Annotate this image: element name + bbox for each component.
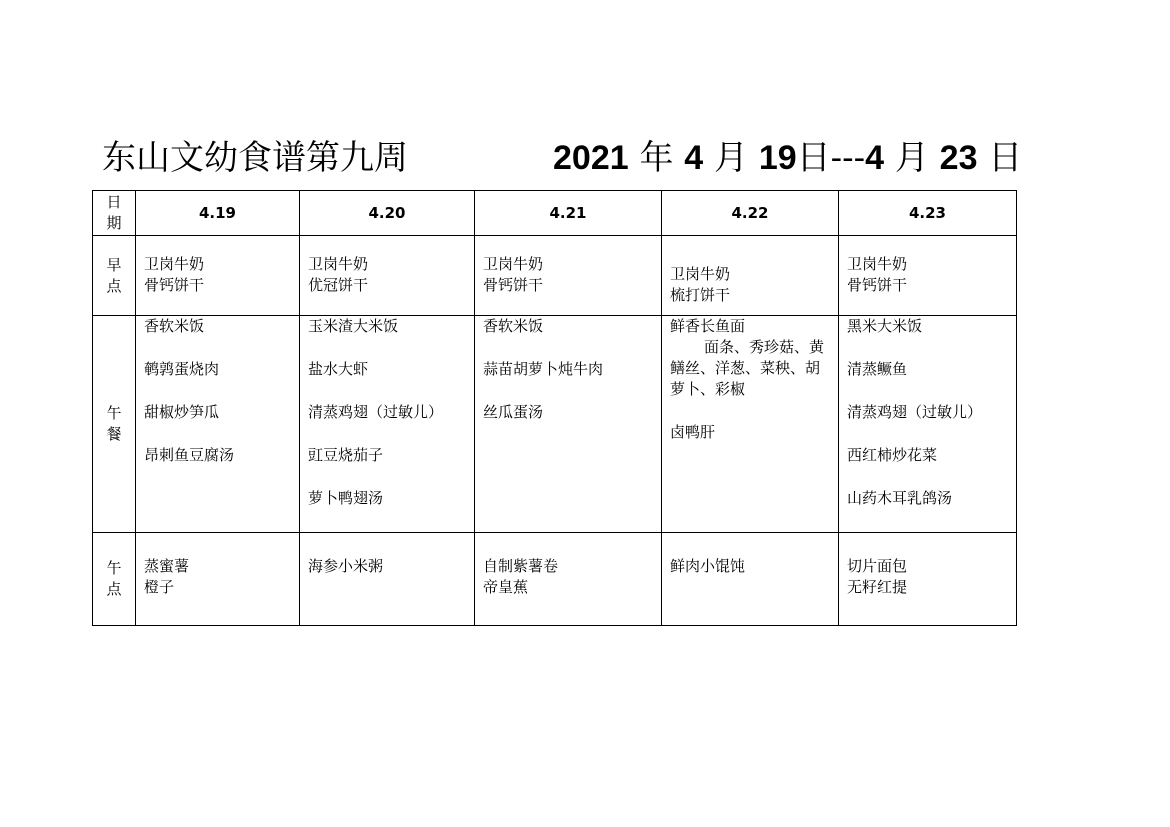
menu-item: 骨钙饼干 xyxy=(483,276,544,294)
menu-item: 清蒸鸡翅（过敏儿） xyxy=(847,403,983,421)
menu-item: 鲜香长鱼面 xyxy=(670,317,746,335)
breakfast-cell xyxy=(300,236,475,316)
lunch-cell xyxy=(300,316,475,533)
menu-item: 豇豆烧茄子 xyxy=(308,446,384,464)
date-part: 月 xyxy=(714,138,748,178)
lunch-cell xyxy=(475,316,662,533)
row-label-char: 午 xyxy=(106,404,122,422)
date-part: 19 xyxy=(758,139,797,177)
table-row-breakfast xyxy=(93,236,1017,316)
menu-item-detail: 面条、秀珍菇、黄 xyxy=(704,338,825,356)
menu-item: 蒸蜜薯 xyxy=(144,557,190,575)
menu-item: 卫岗牛奶 xyxy=(670,265,731,283)
date-part: 年 xyxy=(639,138,674,178)
date-part: 月 xyxy=(894,138,929,178)
menu-item: 蒜苗胡萝卜炖牛肉 xyxy=(483,360,604,378)
row-label-char: 日 xyxy=(106,193,122,211)
menu-item: 自制紫薯卷 xyxy=(483,557,559,575)
menu-item: 盐水大虾 xyxy=(308,360,369,378)
table-row-lunch xyxy=(93,316,1017,533)
row-label-char: 餐 xyxy=(106,425,122,443)
menu-item: 萝卜鸭翅汤 xyxy=(308,489,384,507)
row-label-char: 期 xyxy=(106,214,122,232)
afternoon-cell xyxy=(662,533,839,626)
row-label-breakfast xyxy=(93,236,136,316)
lunch-cell xyxy=(662,316,839,533)
row-label-char: 早 xyxy=(106,255,122,274)
afternoon-cell xyxy=(136,533,300,626)
menu-table xyxy=(92,190,1017,626)
menu-item: 卫岗牛奶 xyxy=(483,255,544,273)
menu-item: 黑米大米饭 xyxy=(847,317,923,335)
menu-item: 卫岗牛奶 xyxy=(144,255,205,273)
row-label-char: 点 xyxy=(106,276,122,295)
menu-item: 骨钙饼干 xyxy=(847,276,908,294)
row-label-date xyxy=(93,191,136,236)
menu-item: 梳打饼干 xyxy=(670,286,731,304)
row-label-afternoon xyxy=(93,533,136,626)
date-header: 4.21 xyxy=(475,191,662,236)
afternoon-cell xyxy=(839,533,1017,626)
afternoon-cell xyxy=(475,533,662,626)
date-header: 4.20 xyxy=(300,191,475,236)
menu-item: 昂刺鱼豆腐汤 xyxy=(144,446,235,464)
menu-item: 山药木耳乳鸽汤 xyxy=(847,489,953,507)
date-header: 4.23 xyxy=(839,191,1017,236)
date-header: 4.19 xyxy=(136,191,300,236)
menu-item: 清蒸鸡翅（过敏儿） xyxy=(308,403,444,421)
menu-item: 香软米饭 xyxy=(483,317,544,335)
date-header: 4.22 xyxy=(662,191,839,236)
row-label-lunch xyxy=(93,316,136,533)
menu-item: 橙子 xyxy=(144,578,175,596)
menu-item: 丝瓜蛋汤 xyxy=(483,403,544,421)
date-range xyxy=(553,136,1022,180)
menu-item: 甜椒炒笋瓜 xyxy=(144,403,220,421)
menu-item: 海参小米粥 xyxy=(308,557,384,575)
breakfast-cell xyxy=(136,236,300,316)
date-part: 4 xyxy=(865,139,885,177)
lunch-cell xyxy=(136,316,300,533)
menu-item: 切片面包 xyxy=(847,557,908,575)
date-part: 4 xyxy=(684,139,704,177)
menu-item: 卫岗牛奶 xyxy=(847,255,908,273)
menu-item: 卫岗牛奶 xyxy=(308,255,369,273)
menu-item: 鲜肉小馄饨 xyxy=(670,557,746,575)
row-label-char: 午 xyxy=(106,559,122,577)
afternoon-cell xyxy=(300,533,475,626)
table-row-dates xyxy=(93,191,1017,236)
menu-item: 帝皇蕉 xyxy=(483,578,529,596)
table-row-afternoon xyxy=(93,533,1017,626)
date-part: 日--- xyxy=(796,138,866,178)
date-part: 23 xyxy=(939,139,978,177)
menu-item: 玉米渣大米饭 xyxy=(308,317,399,335)
menu-item-detail: 鳝丝、洋葱、菜秧、胡 xyxy=(670,359,821,377)
breakfast-cell xyxy=(662,236,839,316)
menu-item: 香软米饭 xyxy=(144,317,205,335)
menu-item: 优冠饼干 xyxy=(308,276,369,294)
date-year: 2021 xyxy=(553,139,629,177)
breakfast-cell xyxy=(475,236,662,316)
menu-item: 西红柿炒花菜 xyxy=(847,446,938,464)
date-part: 日 xyxy=(988,138,1023,178)
menu-item: 卤鸭肝 xyxy=(670,423,716,441)
menu-item: 清蒸鳜鱼 xyxy=(847,360,908,378)
page-title: 东山文幼食谱第九周 xyxy=(102,138,408,178)
menu-item: 鹌鹑蛋烧肉 xyxy=(144,360,220,378)
menu-item-detail: 萝卜、彩椒 xyxy=(670,380,746,398)
menu-item: 无籽红提 xyxy=(847,578,908,596)
row-label-char: 点 xyxy=(106,580,122,598)
breakfast-cell xyxy=(839,236,1017,316)
menu-item: 骨钙饼干 xyxy=(144,276,205,294)
lunch-cell xyxy=(839,316,1017,533)
